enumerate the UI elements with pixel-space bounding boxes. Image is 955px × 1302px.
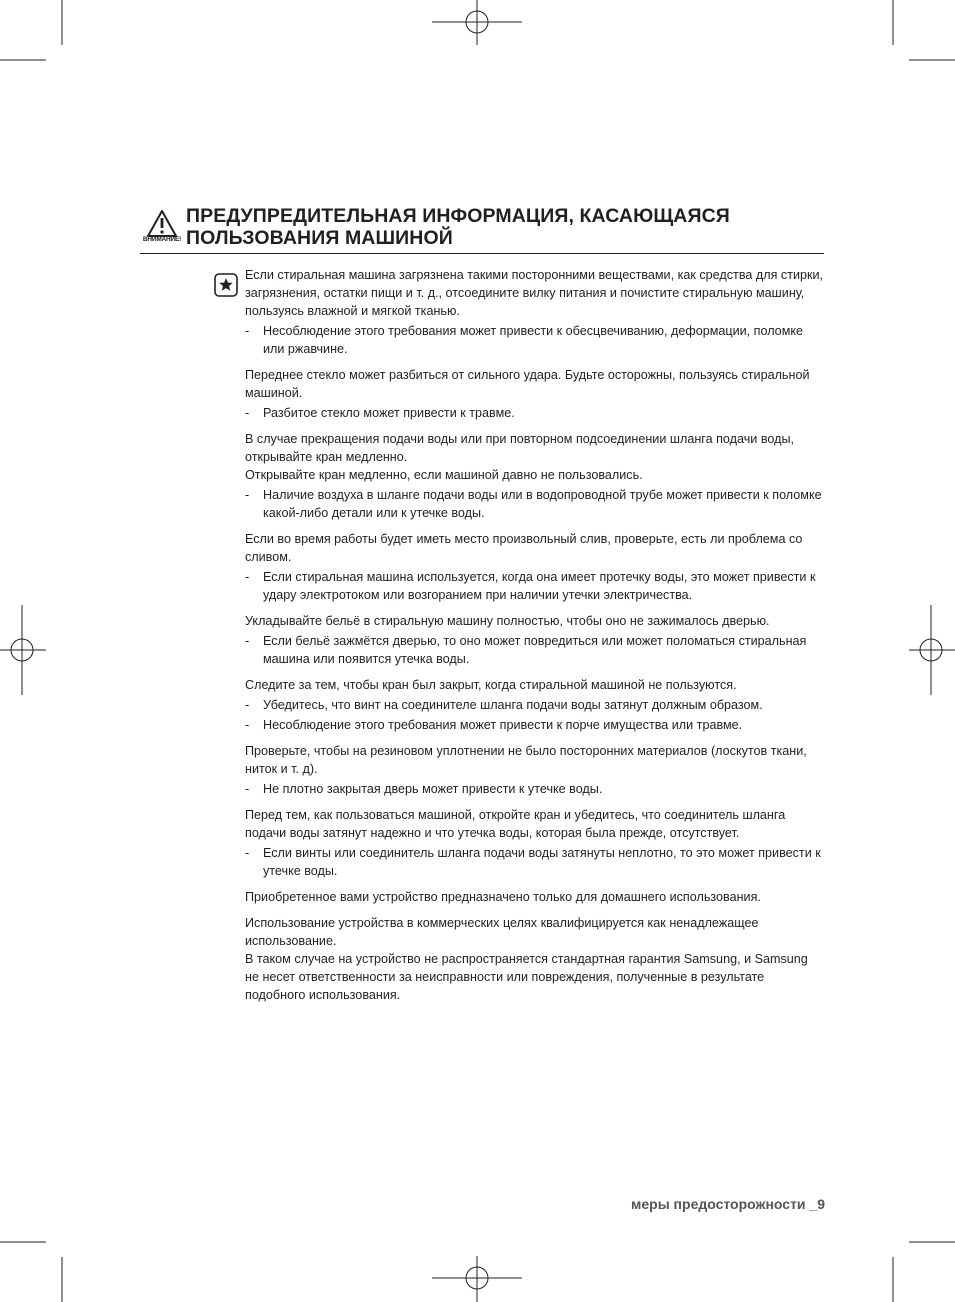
consequence-item: - Убедитесь, что винт на соединителе шланга подачи воды затянут должным образом.	[245, 696, 825, 714]
precaution-block	[245, 676, 825, 734]
consequence-item: - Разбитое стекло может привести к травме.	[245, 404, 825, 422]
precaution-block	[245, 612, 825, 668]
consequence-list	[245, 780, 825, 798]
title-divider	[140, 253, 824, 254]
consequence-item: - Несоблюдение этого требования может привести к обесцвечиванию, деформации, поломке или ржавчине.	[245, 322, 825, 358]
precautions-list	[245, 266, 825, 1012]
precaution-block	[245, 366, 825, 422]
section-heading	[140, 205, 824, 254]
consequence-list	[245, 486, 825, 522]
consequence-item: - Если винты или соединитель шланга подачи воды затянуты неплотно, то это может привести к утечке воды.	[245, 844, 825, 880]
consequence-list	[245, 568, 825, 604]
precaution-block	[245, 530, 825, 604]
consequence-item: - Наличие воздуха в шланге подачи воды или в водопроводной трубе может привести к поломке какой-либо детали или к утечке воды.	[245, 486, 825, 522]
star-note-icon	[214, 273, 238, 297]
precaution-text: В случае прекращения подачи воды или при повторном подсоединении шланга подачи воды, открывайте кран медленно.	[245, 432, 794, 464]
precaution-text: Приобретенное вами устройство предназначено только для домашнего использования.	[245, 890, 761, 904]
page-footer: меры предосторожности _9	[631, 1196, 825, 1212]
precaution-text: Переднее стекло может разбиться от сильного удара. Будьте осторожны, пользуясь стиральной машиной.	[245, 368, 810, 400]
precaution-block	[245, 888, 825, 906]
consequence-list	[245, 322, 825, 358]
consequence-list	[245, 404, 825, 422]
consequence-item: - Несоблюдение этого требования может привести к порче имущества или травме.	[245, 716, 825, 734]
precaution-text: Проверьте, чтобы на резиновом уплотнении не было посторонних материалов (лоскутов ткани, ниток и т. д).	[245, 744, 807, 776]
consequence-list	[245, 632, 825, 668]
precaution-text: Использование устройства в коммерческих целях квалифицируется как ненадлежащее использование.	[245, 916, 759, 948]
consequence-list	[245, 696, 825, 734]
consequence-item: - Не плотно закрытая дверь может привести к утечке воды.	[245, 780, 825, 798]
precaution-block	[245, 430, 825, 522]
page-title: ПРЕДУПРЕДИТЕЛЬНАЯ ИНФОРМАЦИЯ, КАСАЮЩАЯСЯ ПОЛЬЗОВАНИЯ МАШИНОЙ	[186, 205, 730, 249]
consequence-list	[245, 844, 825, 880]
precaution-block	[245, 742, 825, 798]
precaution-text: В таком случае на устройство не распространяется стандартная гарантия Samsung, и Samsung не несет ответственности за неисправности или повреждения, полученные в результате подобного использования.	[245, 952, 808, 1002]
consequence-item: - Если стиральная машина используется, когда она имеет протечку воды, это может привести к удару электротоком или возгоранием при наличии утечки электричества.	[245, 568, 825, 604]
precaution-block	[245, 806, 825, 880]
consequence-item: - Если бельё зажмётся дверью, то оно может повредиться или может поломаться стиральная машина или появится утечка воды.	[245, 632, 825, 668]
precaution-text: Открывайте кран медленно, если машиной давно не пользовались.	[245, 468, 643, 482]
precaution-text: Укладывайте бельё в стиральную машину полностью, чтобы оно не зажималось дверью.	[245, 614, 770, 628]
precaution-block	[245, 266, 825, 358]
precaution-text: Перед тем, как пользоваться машиной, откройте кран и убедитесь, что соединитель шланга подачи воды затянут надежно и что утечка воды, которая была прежде, отсутствует.	[245, 808, 786, 840]
warning-label: ВНИМАНИЕ!	[142, 236, 182, 243]
precaution-text: Если стиральная машина загрязнена такими посторонними веществами, как средства для стирки, загрязнения, остатки пищи и т. д., отсоедините вилку питания и почистите стиральную машину, пользуясь влажной и мягкой тканью.	[245, 268, 824, 318]
precaution-block	[245, 914, 825, 1004]
precaution-text: Если во время работы будет иметь место произвольный слив, проверьте, есть ли проблема со сливом.	[245, 532, 803, 564]
precaution-text: Следите за тем, чтобы кран был закрыт, когда стиральной машиной не пользуются.	[245, 678, 737, 692]
